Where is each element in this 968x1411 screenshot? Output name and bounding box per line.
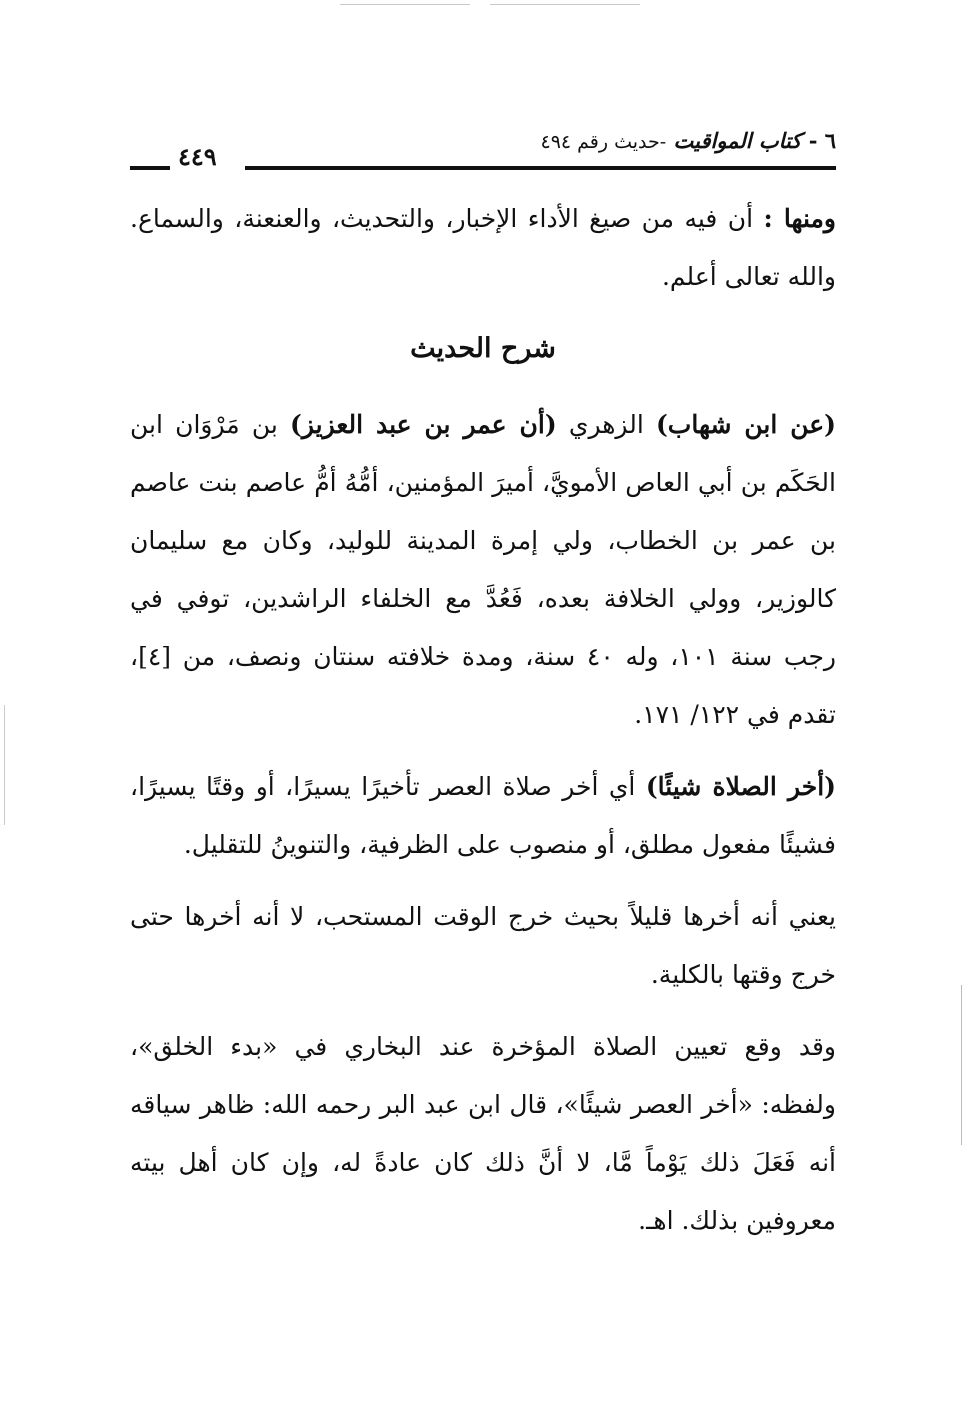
paragraph-text: الزهري <box>556 410 656 439</box>
page-number: ٤٤٩ <box>178 142 217 171</box>
header-rule <box>245 166 836 170</box>
scan-edge-mark <box>961 985 962 1145</box>
paragraph-5: وقد وقع تعيين الصلاة المؤخرة عند البخاري في «بدء الخلق»، ولفظه: «أخر العصر شيئًا»، قال ابن عبد البر رحمه الله: ظاهر سياقه أنه فَعَلَ ذلك يَوْماً مَّا، لا أنَّ ذلك كان عادةً له، وإن كان أهل بيته معروفين بذلك. اهـ. <box>130 1032 836 1235</box>
paragraph-text: بن مَرْوَان ابن الحَكَم بن أبي العاص الأمويَّ، أميرَ المؤمنين، أمُّهُ أمُّ عاصم بنت عاصم بن عمر بن الخطاب، ولي إمرة المدينة للوليد، وكان مع سليمان كالوزير، وولي الخلافة بعده، فَعُدَّ مع الخلفاء الراشدين، توفي في رجب سنة ١٠١، وله ٤٠ سنة، ومدة خلافته سنتان ونصف، من [٤]، تقدم في ١٢٢/ ١٧١. <box>130 410 836 729</box>
quoted-phrase: (عن ابن شهاب) <box>655 410 837 439</box>
page-header <box>130 120 836 180</box>
quoted-phrase: (أخر الصلاة شيئًا) <box>645 772 836 801</box>
scan-edge-mark <box>4 705 5 825</box>
paragraph-lead: ومنها : <box>763 204 836 233</box>
paragraph-text: أي أخر صلاة العصر تأخيرًا يسيرًا، أو وقتًا يسيرًا، فشيئًا مفعول مطلق، أو منصوب على الظرفية، والتنوينُ للتقليل. <box>130 772 836 859</box>
hadith-reference: -حديث رقم ٤٩٤ <box>540 131 667 153</box>
paragraph-text: أن فيه من صيغ الأداء الإخبار، والتحديث، والعنعنة، والسماع. والله تعالى أعلم. <box>130 204 836 291</box>
chapter-number: ٦ - <box>808 128 836 153</box>
paragraph-1 <box>130 190 836 306</box>
quoted-phrase: (أن عمر بن عبد العزيز) <box>290 410 557 439</box>
paragraph-2 <box>130 396 836 744</box>
page-body <box>130 190 836 1264</box>
book-title: كتاب المواقيت <box>673 128 802 153</box>
section-title: شرح الحديث <box>410 333 556 364</box>
running-title <box>540 128 836 153</box>
scan-artifact-lines <box>340 4 640 8</box>
page-number-dash <box>130 166 170 170</box>
paragraph-3 <box>130 758 836 874</box>
paragraph-4: يعني أنه أخرها قليلاً بحيث خرج الوقت المستحب، لا أنه أخرها حتى خرج وقتها بالكلية. <box>130 902 836 989</box>
